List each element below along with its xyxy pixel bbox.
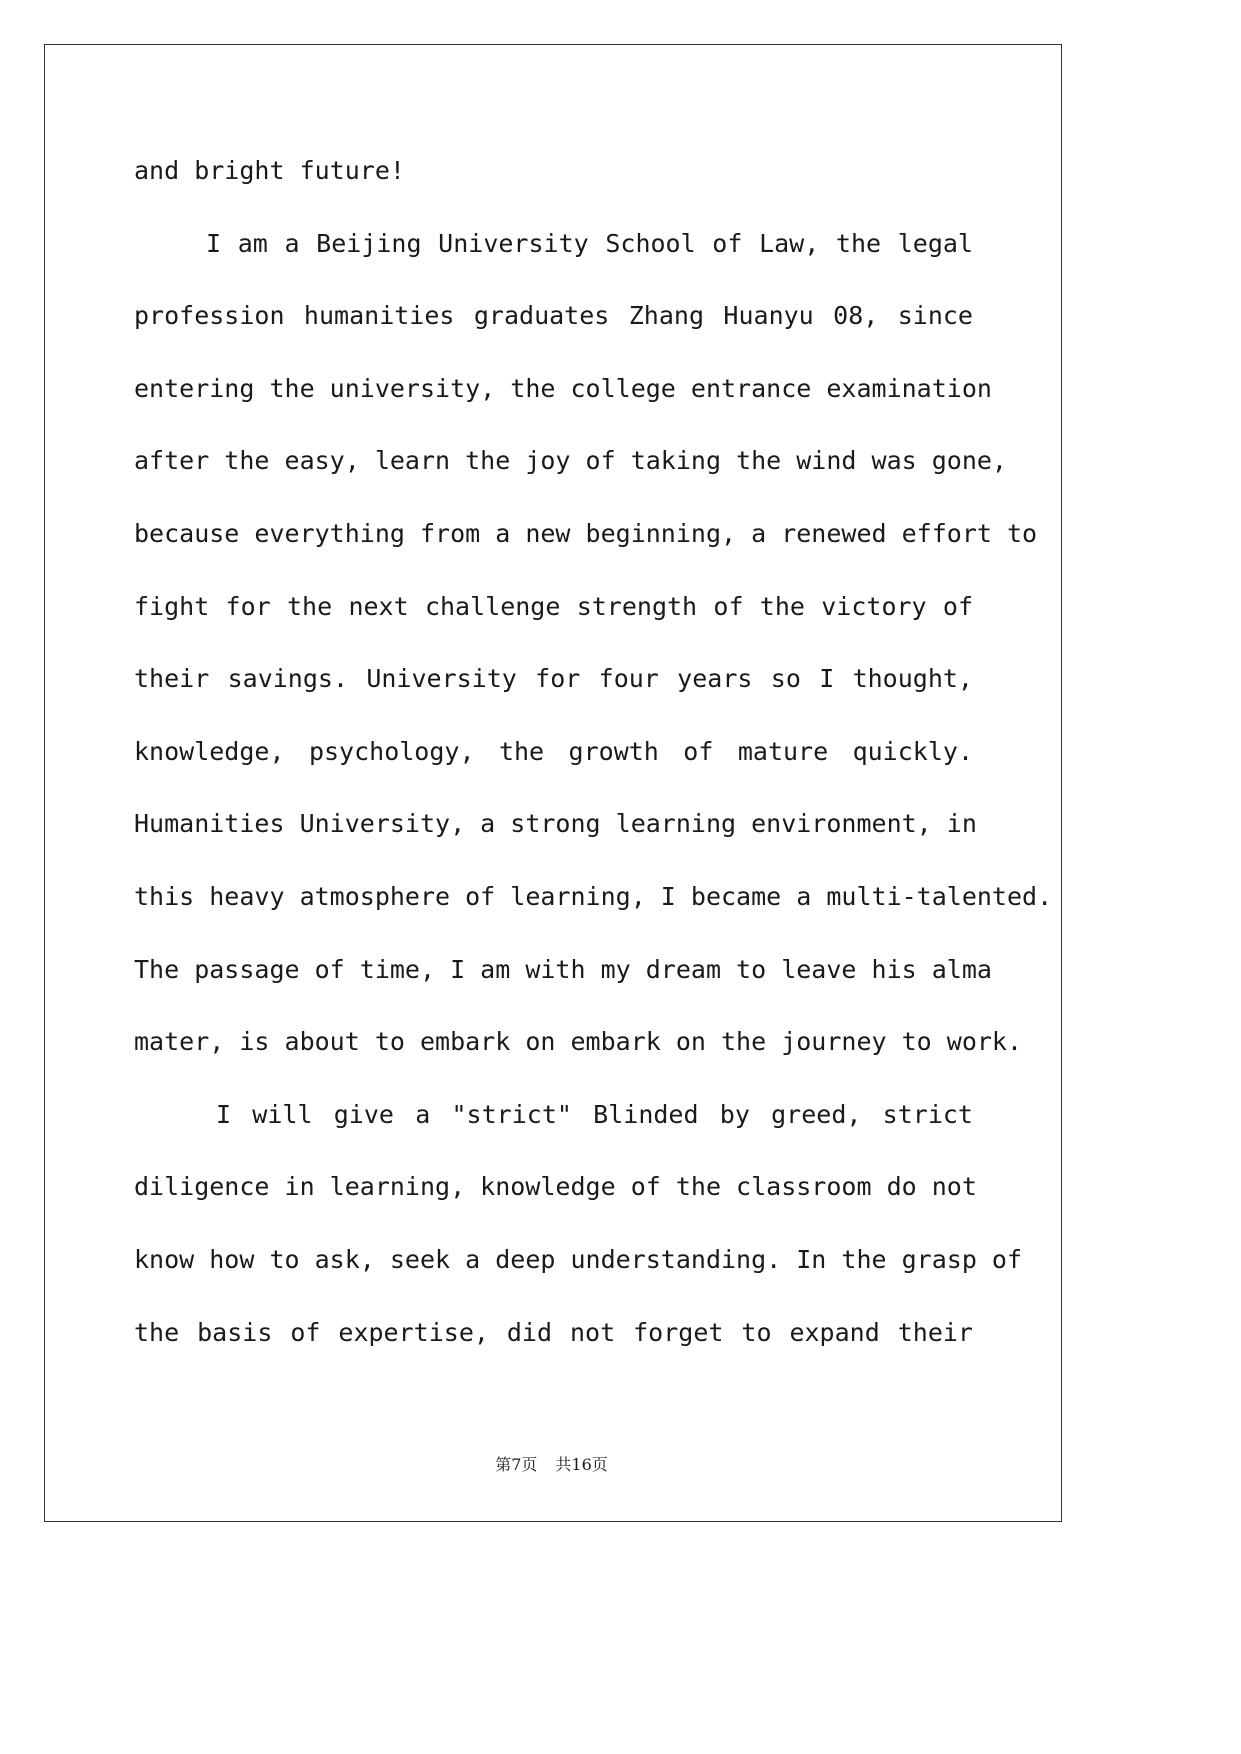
document-body	[134, 135, 1053, 1369]
text-line: and bright future!	[134, 156, 405, 185]
page-total: 共16页	[555, 1455, 608, 1474]
text-line: knowledge, psychology, the growth of mature quickly.	[134, 736, 973, 766]
page-footer	[0, 1452, 1103, 1475]
text-line: The passage of time, I am with my dream to leave his alma	[134, 954, 992, 984]
text-line: the basis of expertise, did not forget to expand their	[134, 1317, 973, 1347]
text-line: this heavy atmosphere of learning, I became a multi-talented.	[134, 881, 1053, 911]
text-line: know how to ask, seek a deep understanding. In the grasp of	[134, 1244, 1023, 1274]
text-line: their savings. University for four years so I thought,	[134, 664, 973, 694]
text-line: profession humanities graduates Zhang Huanyu 08, since	[134, 301, 973, 331]
paragraph-first-line: I will give a "strict" Blinded by greed, strict	[216, 1099, 973, 1129]
text-line: Humanities University, a strong learning environment, in	[134, 809, 977, 839]
text-line: because everything from a new beginning, a renewed effort to	[134, 518, 1038, 548]
paragraph-first-line: I am a Beijing University School of Law, the legal	[206, 228, 973, 258]
page-number: 第7页	[495, 1455, 538, 1474]
text-line: after the easy, learn the joy of taking the wind was gone,	[134, 446, 1007, 476]
text-line: diligence in learning, knowledge of the classroom do not	[134, 1172, 977, 1202]
text-line: fight for the next challenge strength of the victory of	[134, 591, 973, 621]
text-line: entering the university, the college entrance examination	[134, 373, 992, 403]
text-line: mater, is about to embark on embark on the journey to work.	[134, 1027, 1023, 1057]
